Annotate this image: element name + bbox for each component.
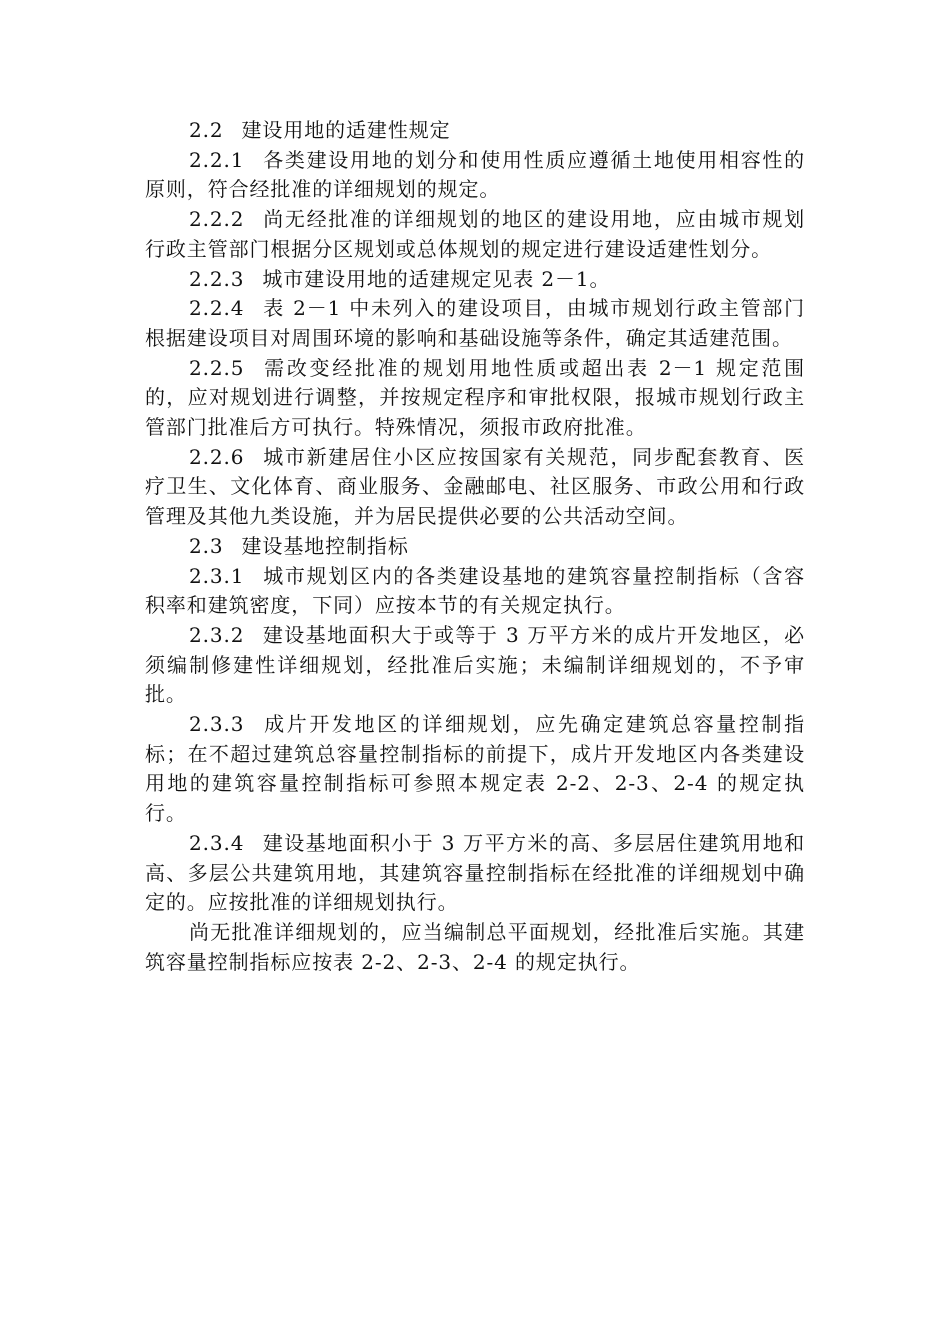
clause-text: 表 2－1 中未列入的建设项目，由城市规划行政主管部门根据建设项目对周围环境的影响和基础设施等条件，确定其适建范围。	[145, 296, 805, 350]
clause-text: 城市规划区内的各类建设基地的建筑容量控制指标（含容积率和建筑密度，下同）应按本节的有关规定执行。	[145, 563, 805, 618]
clause-number: 2.3	[189, 533, 224, 558]
clause-number: 2.3.1	[189, 563, 245, 588]
clause-text: 尚无经批准的详细规划的地区的建设用地，应由城市规划行政主管部门根据分区规划或总体规划的规定进行建设适建性划分。	[145, 207, 805, 261]
document-body	[145, 116, 805, 977]
paragraph-2-2	[145, 116, 805, 146]
clause-text: 城市新建居住小区应按国家有关规范，同步配套教育、医疗卫生、文化体育、商业服务、金融邮电、社区服务、市政公用和行政管理及其他九类设施，并为居民提供必要的公共活动空间。	[145, 444, 805, 529]
clause-number: 2.2.6	[189, 444, 245, 469]
clause-text: 成片开发地区的详细规划，应先确定建筑总容量控制指标；在不超过建筑总容量控制指标的前提下，成片开发地区内各类建设用地的建筑容量控制指标可参照本规定表 2-2、2-3、2-4 的规定执行。	[145, 712, 805, 826]
clause-text: 建设基地面积小于 3 万平方米的高、多层居住建筑用地和高、多层公共建筑用地，其建筑容量控制指标在经批准的详细规划中确定的。应按批准的详细规划执行。	[145, 830, 805, 915]
paragraph-2-2-4	[145, 294, 805, 353]
clause-number: 2.2.2	[189, 207, 245, 232]
paragraph-2-3	[145, 532, 805, 562]
clause-text: 建设用地的适建性规定	[241, 118, 451, 142]
clause-text: 尚无批准详细规划的，应当编制总平面规划，经批准后实施。其建筑容量控制指标应按表 2-2、2-3、2-4 的规定执行。	[145, 919, 805, 974]
paragraph-2-3-1	[145, 562, 805, 621]
clause-number: 2.2	[189, 118, 224, 142]
clause-number: 2.2.5	[189, 355, 245, 380]
clause-number: 2.3.2	[189, 622, 245, 647]
clause-number: 2.2.1	[189, 147, 245, 172]
paragraph-2-2-1	[145, 146, 805, 205]
clause-number: 2.2.4	[189, 296, 245, 321]
clause-text: 城市建设用地的适建规定见表 2－1。	[262, 266, 611, 291]
paragraph-2-3-3	[145, 710, 805, 829]
clause-text: 需改变经批准的规划用地性质或超出表 2－1 规定范围的，应对规划进行调整，并按规定程序和审批权限，报城市规划行政主管部门批准后方可执行。特殊情况，须报市政府批准。	[145, 355, 805, 440]
clause-text: 各类建设用地的划分和使用性质应遵循土地使用相容性的原则，符合经批准的详细规划的规定。	[145, 147, 805, 202]
clause-number: 2.3.3	[189, 712, 245, 737]
clause-number: 2.3.4	[189, 830, 245, 855]
paragraph-2-2-3	[145, 265, 805, 295]
paragraph-2-2-5	[145, 354, 805, 443]
paragraph-2-3-4	[145, 829, 805, 918]
paragraph-2-2-2	[145, 205, 805, 264]
paragraph-continuation	[145, 918, 805, 977]
clause-text: 建设基地控制指标	[241, 533, 409, 558]
paragraph-2-2-6	[145, 443, 805, 532]
clause-text: 建设基地面积大于或等于 3 万平方米的成片开发地区，必须编制修建性详细规划，经批准后实施；未编制详细规划的，不予审批。	[145, 622, 805, 707]
paragraph-2-3-2	[145, 621, 805, 710]
clause-number: 2.2.3	[189, 266, 245, 291]
